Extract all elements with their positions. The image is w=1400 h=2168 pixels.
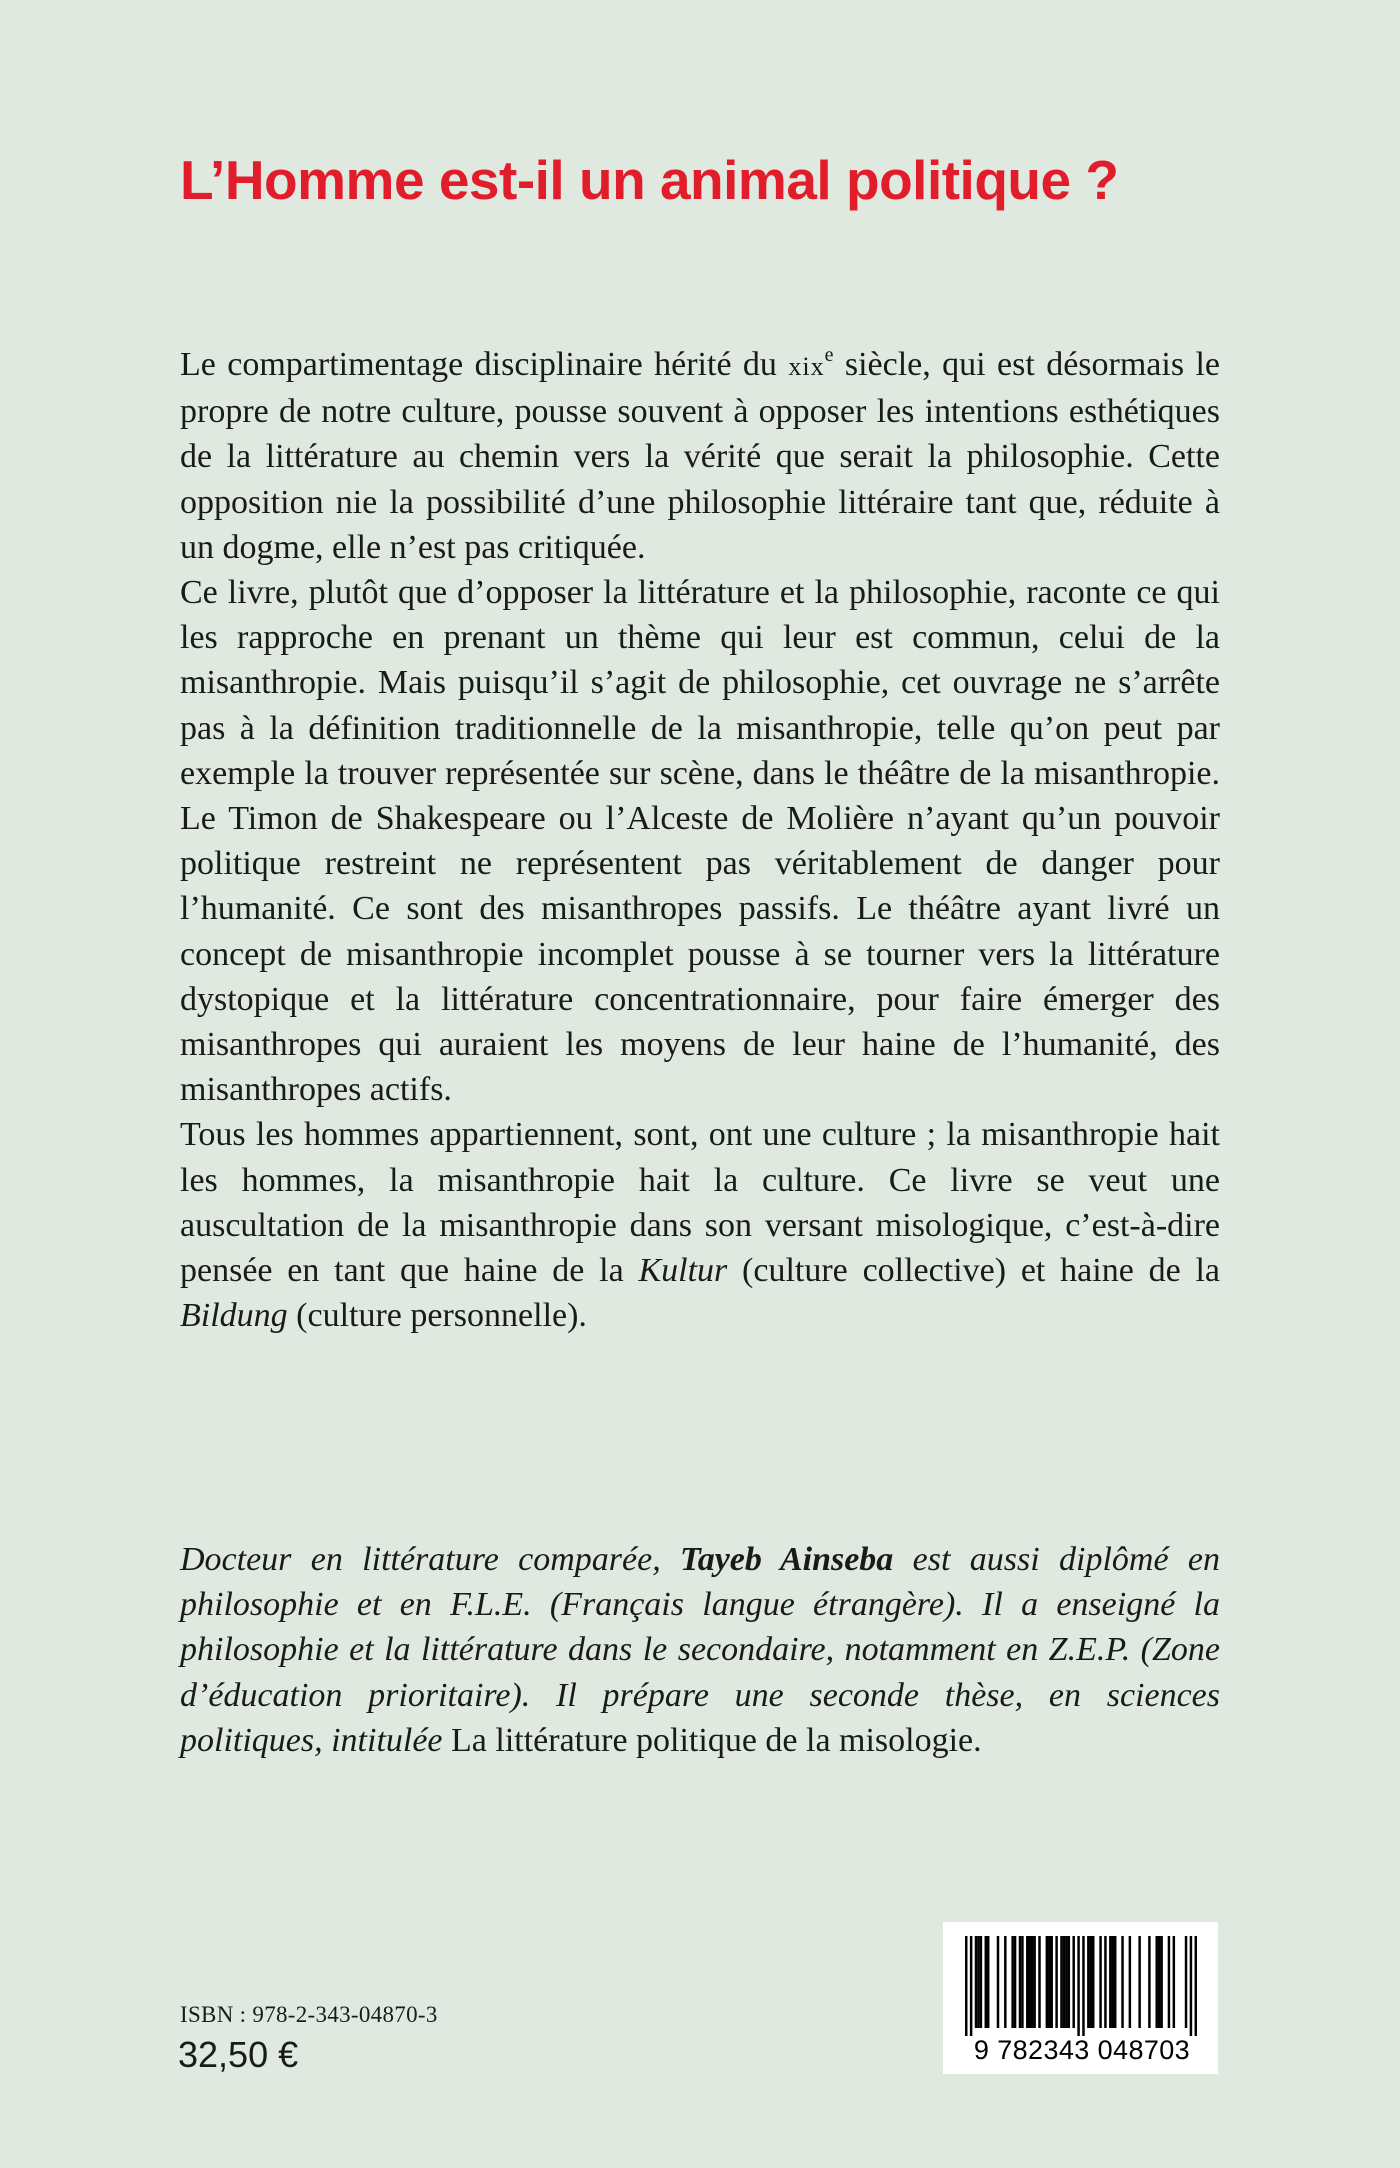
abstract-p3-part1: Tous les hommes appartiennent, sont, ont une culture ; la misanthropie hait les hommes, la misanthropie hait la culture. Ce livre se veut une auscultation de la misanthropie dans son versant misologique, c’est-à-dire pensée en tant que haine de la bbox=[180, 1116, 1220, 1290]
barcode-bars bbox=[965, 1936, 1197, 2036]
barcode-bar bbox=[1048, 1936, 1050, 2028]
author-name: Tayeb Ainseba bbox=[680, 1541, 894, 1578]
barcode bbox=[943, 1922, 1218, 2074]
isbn: ISBN : 978-2-343-04870-3 bbox=[180, 2002, 438, 2027]
barcode-bar bbox=[970, 1936, 972, 2036]
barcode-bar bbox=[1104, 1936, 1106, 2028]
barcode-bar bbox=[1190, 1936, 1192, 2036]
barcode-bar bbox=[1185, 1936, 1187, 2028]
barcode-digits: 9 782343 048703 bbox=[973, 2035, 1191, 2065]
barcode-bar bbox=[1138, 1936, 1140, 2028]
barcode-bar bbox=[980, 1936, 982, 2028]
barcode-bar bbox=[1055, 1936, 1057, 2028]
price: 32,50 € bbox=[178, 2034, 299, 2075]
author-bio-paragraph bbox=[180, 1537, 1220, 1763]
barcode-bar bbox=[1011, 1936, 1013, 2028]
bio-intro: Docteur en littérature comparée, bbox=[180, 1541, 681, 1578]
barcode-bar bbox=[1195, 1936, 1197, 2036]
abstract-p1-end: siècle, qui est désormais le propre de notre culture, pousse souvent à opposer les intentions esthétiques de la littérature au chemin vers la vérité que serait la philosophie. Cette opposition nie la possibilité d’une philosophie littéraire tant que, réduite à un dogme, elle n’est pas critiquée. bbox=[180, 346, 1220, 566]
barcode-bar bbox=[1063, 1936, 1065, 2028]
barcode-bar bbox=[1168, 1936, 1170, 2028]
barcode-bar bbox=[1090, 1936, 1092, 2028]
abstract-p3-part3: (culture personnelle). bbox=[287, 1297, 587, 1335]
barcode-bar bbox=[1050, 1936, 1052, 2028]
barcode-bar bbox=[987, 1936, 989, 2028]
abstract-paragraph-1 bbox=[180, 342, 1220, 570]
barcode-bar bbox=[1129, 1936, 1131, 2028]
barcode-bar bbox=[1065, 1936, 1067, 2028]
author-bio bbox=[180, 1537, 1220, 1763]
century-suffix: e bbox=[824, 344, 834, 366]
barcode-bar bbox=[1082, 1936, 1084, 2036]
barcode-bar bbox=[997, 1936, 999, 2028]
barcode-bar bbox=[1046, 1936, 1048, 2028]
bio-body: est aussi diplômé en philosophie et en F.L.E. (Français langue étrangère). Il a enseigné la philosophie et la littérature dans le secondaire, notamment en Z.E.P. (Zone d’éducation prioritaire). Il prépare une seconde thèse, en sciences politiques, intitulée bbox=[180, 1541, 1220, 1759]
barcode-bar bbox=[1114, 1936, 1116, 2028]
book-abstract bbox=[180, 342, 1220, 1338]
barcode-bar bbox=[1068, 1936, 1070, 2028]
abstract-p1-start: Le compartimentage disciplinaire hérité du bbox=[180, 346, 789, 383]
barcode-bar bbox=[1004, 1936, 1006, 2028]
barcode-bar bbox=[1173, 1936, 1175, 2028]
barcode-bar bbox=[985, 1936, 987, 2028]
barcode-bar bbox=[1072, 1936, 1074, 2028]
barcode-bar bbox=[965, 1936, 967, 2036]
barcode-bar bbox=[1155, 1936, 1157, 2028]
book-title: L’Homme est-il un animal politique ? bbox=[180, 149, 1119, 211]
barcode-bar bbox=[1112, 1936, 1114, 2028]
thesis-title: La littérature politique de la misologie. bbox=[451, 1721, 982, 1759]
barcode-bar bbox=[1077, 1936, 1079, 2036]
abstract-p3-part2: (culture collective) et haine de la bbox=[727, 1252, 1220, 1290]
barcode-bar bbox=[1148, 1936, 1150, 2028]
barcode-bar bbox=[1158, 1936, 1160, 2028]
abstract-paragraph-2: Ce livre, plutôt que d’opposer la littérature et la philosophie, raconte ce qui les rapproche en prenant un thème qui leur est commun, celui de la misanthropie. Mais puisqu’il s’agit de philosophie, cet ouvrage ne s’arrête pas à la définition traditionnelle de la misanthropie, telle qu’on peut par exemple la trouver représentée sur scène, dans le théâtre de la misanthropie. Le Timon de Shakespeare ou l’Alceste de Molière n’ayant qu’un pouvoir politique restreint ne représentent pas véritablement de danger pour l’humanité. Ce sont des misanthropes passifs. Le théâtre ayant livré un concept de misanthropie incomplet pousse à se tourner vers la littérature dystopique et la littérature concentrationnaire, pour faire émerger des misanthropes qui auraient les moyens de leur haine de l’humanité, des misanthropes actifs. bbox=[180, 574, 1220, 1109]
term-kultur: Kultur bbox=[638, 1252, 728, 1290]
barcode-bar bbox=[1087, 1936, 1089, 2028]
barcode-bar bbox=[1121, 1936, 1123, 2028]
barcode-bar bbox=[1099, 1936, 1101, 2028]
barcode-bar bbox=[1021, 1936, 1023, 2028]
barcode-bar bbox=[1031, 1936, 1033, 2028]
barcode-bar bbox=[977, 1936, 979, 2028]
barcode-bar bbox=[1160, 1936, 1162, 2028]
term-bildung: Bildung bbox=[180, 1297, 288, 1335]
barcode-bar bbox=[1038, 1936, 1040, 2028]
barcode-bar bbox=[1028, 1936, 1030, 2028]
century-numeral: xix bbox=[788, 352, 825, 381]
barcode-bar bbox=[1026, 1936, 1028, 2028]
barcode-bar bbox=[1014, 1936, 1016, 2028]
barcode-bar bbox=[1060, 1936, 1062, 2028]
barcode-bar bbox=[975, 1936, 977, 2028]
barcode-bar bbox=[1019, 1936, 1021, 2028]
barcode-bar bbox=[1092, 1936, 1094, 2028]
barcode-bar bbox=[1109, 1936, 1111, 2028]
barcode-bar bbox=[1033, 1936, 1035, 2028]
abstract-paragraph-3 bbox=[180, 1112, 1220, 1338]
